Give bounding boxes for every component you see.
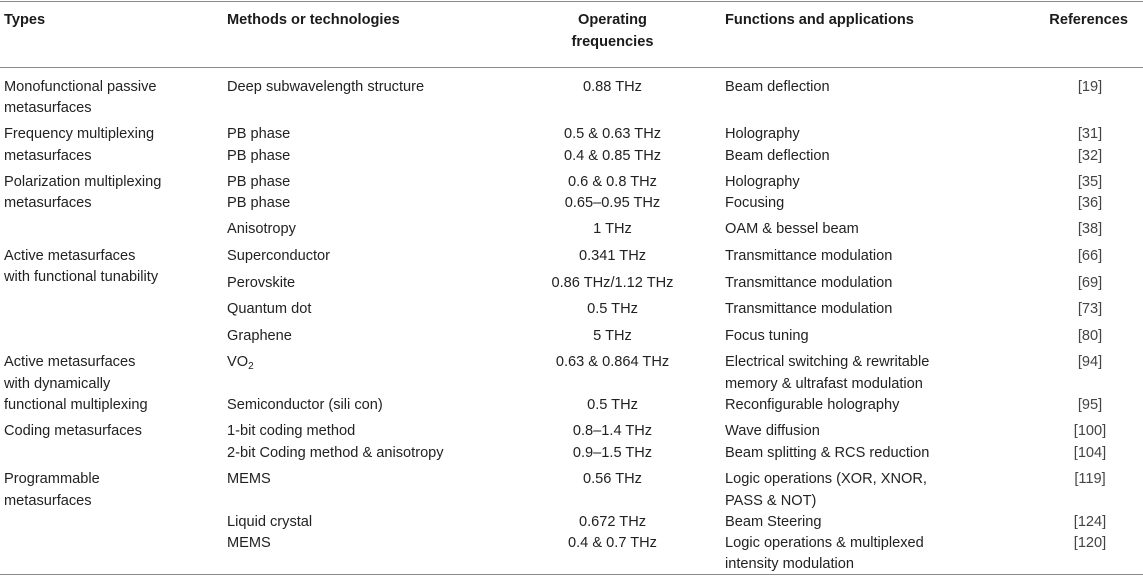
reference-link[interactable]: [95] <box>1077 397 1103 413</box>
type-label: Active metasurfaces <box>4 248 136 264</box>
function-cell: Logic operations (XOR, XNOR, <box>725 471 927 487</box>
type-label: Programmable <box>4 471 100 487</box>
method-cell: Perovskite <box>227 275 296 291</box>
method-cell: Deep subwavelength structure <box>227 79 425 95</box>
function-cell: Reconfigurable holography <box>725 397 900 413</box>
method-cell: Quantum dot <box>227 301 312 317</box>
function-cell: Beam splitting & RCS reduction <box>725 445 930 461</box>
function-cell: Beam deflection <box>725 79 830 95</box>
frequency-cell: 0.5 & 0.63 THz <box>563 126 662 142</box>
frequency-cell: 0.65–0.95 THz <box>564 195 661 211</box>
frequency-cell: 0.6 & 0.8 THz <box>568 174 657 190</box>
reference-link[interactable]: [100] <box>1073 423 1107 439</box>
header-references: References <box>1049 12 1128 28</box>
reference-link[interactable]: [32] <box>1077 148 1103 164</box>
type-label: with dynamically <box>4 376 111 392</box>
frequency-cell: 0.5 THz <box>587 301 638 317</box>
reference-link[interactable]: [124] <box>1073 514 1107 530</box>
frequency-cell: 0.9–1.5 THz <box>572 445 653 461</box>
function-cell: Transmittance modulation <box>725 248 893 264</box>
reference-link[interactable]: [80] <box>1077 328 1103 344</box>
type-label: metasurfaces <box>4 195 92 211</box>
method-cell: 1-bit coding method <box>227 423 356 439</box>
type-label: Polarization multiplexing <box>4 174 162 190</box>
frequency-cell: 0.4 & 0.7 THz <box>568 535 657 551</box>
reference-link[interactable]: [35] <box>1077 174 1103 190</box>
type-label: functional multiplexing <box>4 397 148 413</box>
reference-link[interactable]: [69] <box>1077 275 1103 291</box>
top-rule <box>0 1 1143 2</box>
frequency-cell: 0.86 THz/1.12 THz <box>551 275 674 291</box>
method-cell: Liquid crystal <box>227 514 313 530</box>
reference-link[interactable]: [73] <box>1077 301 1103 317</box>
function-cell: Beam Steering <box>725 514 822 530</box>
function-cell: Focus tuning <box>725 328 809 344</box>
frequency-cell: 0.672 THz <box>578 514 647 530</box>
reference-link[interactable]: [31] <box>1077 126 1103 142</box>
method-cell: PB phase <box>227 174 291 190</box>
reference-link[interactable]: [36] <box>1077 195 1103 211</box>
function-cell: Logic operations & multiplexed <box>725 535 924 551</box>
method-cell: Superconductor <box>227 248 331 264</box>
method-cell: PB phase <box>227 126 291 142</box>
reference-link[interactable]: [120] <box>1073 535 1107 551</box>
method-cell <box>227 352 512 373</box>
reference-link[interactable]: [38] <box>1077 221 1103 237</box>
bottom-rule <box>0 574 1143 575</box>
function-cell: OAM & bessel beam <box>725 221 859 237</box>
header-types: Types <box>4 12 46 28</box>
reference-link[interactable]: [66] <box>1077 248 1103 264</box>
frequency-cell: 0.5 THz <box>587 397 638 413</box>
function-cell: memory & ultrafast modulation <box>725 376 923 392</box>
method-cell: MEMS <box>227 471 271 487</box>
header-functions: Functions and applications <box>725 12 914 28</box>
method-cell: Graphene <box>227 328 292 344</box>
type-label: metasurfaces <box>4 148 92 164</box>
reference-link[interactable]: [94] <box>1077 354 1103 370</box>
header-frequencies-line2: frequencies <box>571 34 654 50</box>
type-label: Active metasurfaces <box>4 354 136 370</box>
reference-link[interactable]: [119] <box>1074 471 1106 487</box>
method-cell: PB phase <box>227 195 291 211</box>
frequency-cell: 1 THz <box>593 221 632 237</box>
header-methods: Methods or technologies <box>227 12 400 28</box>
type-label: with functional tunability <box>4 269 159 285</box>
header-frequencies-line1: Operating <box>578 12 647 28</box>
type-label: Frequency multiplexing <box>4 126 155 142</box>
frequency-cell: 0.4 & 0.85 THz <box>563 148 662 164</box>
method-cell: Anisotropy <box>227 221 296 237</box>
function-cell: Holography <box>725 174 800 190</box>
reference-link[interactable]: [19] <box>1077 79 1103 95</box>
type-label: Monofunctional passive <box>4 79 157 95</box>
method-text: VO <box>227 354 249 370</box>
frequency-cell: 0.88 THz <box>583 79 642 95</box>
method-subscript: 2 <box>248 361 254 372</box>
function-cell: Beam deflection <box>725 148 830 164</box>
function-cell: intensity modulation <box>725 556 854 572</box>
function-cell: Focusing <box>725 195 785 211</box>
frequency-cell: 0.8–1.4 THz <box>572 423 653 439</box>
function-cell: Transmittance modulation <box>725 275 893 291</box>
header-rule <box>0 67 1143 68</box>
method-cell: MEMS <box>227 535 271 551</box>
function-cell: Holography <box>725 126 800 142</box>
function-cell: PASS & NOT) <box>725 493 817 509</box>
function-cell: Transmittance modulation <box>725 301 893 317</box>
type-label: Coding metasurfaces <box>4 423 142 439</box>
function-cell: Electrical switching & rewritable <box>725 354 930 370</box>
frequency-cell: 0.56 THz <box>583 471 642 487</box>
type-label: metasurfaces <box>4 493 92 509</box>
frequency-cell: 0.341 THz <box>578 248 647 264</box>
method-cell: PB phase <box>227 148 291 164</box>
method-cell: Semiconductor (sili con) <box>227 397 383 413</box>
type-label: metasurfaces <box>4 100 92 116</box>
reference-link[interactable]: [104] <box>1073 445 1107 461</box>
method-cell: 2-bit Coding method & anisotropy <box>227 445 444 461</box>
frequency-cell: 0.63 & 0.864 THz <box>555 354 670 370</box>
function-cell: Wave diffusion <box>725 423 820 439</box>
frequency-cell: 5 THz <box>593 328 632 344</box>
